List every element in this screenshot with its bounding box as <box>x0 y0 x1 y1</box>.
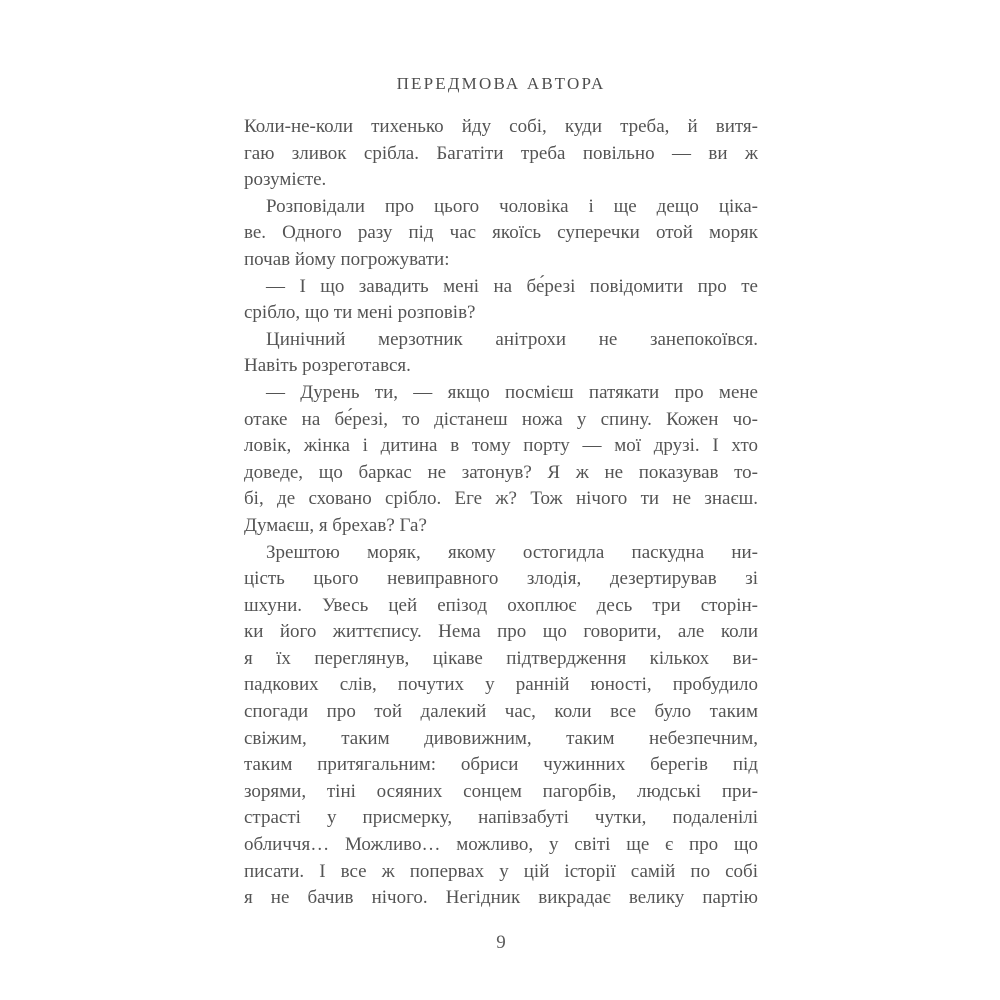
text-line: цість цього невиправного злодія, дезертирував зі <box>244 568 758 590</box>
text-line: отаке на бе́резі, то дістанеш ножа у спину. Кожен чо- <box>244 408 758 430</box>
text-line: свіжим, таким дивовижним, таким небезпечним, <box>244 727 758 749</box>
text-line: таким притягальним: обриси чужинних берегів під <box>244 754 758 776</box>
text-line: страсті у присмерку, напівзабуті чутки, подаленілі <box>244 807 758 829</box>
text-line: я їх переглянув, цікаве підтвердження кількох ви- <box>244 647 758 669</box>
text-line: Думаєш, я брехав? Га? <box>244 514 427 536</box>
text-line: обличчя… Можливо… можливо, у світі ще є про що <box>244 834 758 856</box>
text-line: почав йому погрожувати: <box>244 248 450 270</box>
text-line: гаю зливок срібла. Багатіти треба повільно — ви ж <box>244 142 758 164</box>
text-block <box>244 114 758 912</box>
text-line: ловік, жінка і дитина в тому порту — мої друзі. І хто <box>244 435 758 457</box>
text-line: падкових слів, почутих у ранній юності, пробудило <box>244 674 758 696</box>
text-line: спогади про той далекий час, коли все було таким <box>244 701 758 723</box>
text-line: Навіть розреготався. <box>244 355 411 377</box>
text-line: — І що завадить мені на бе́резі повідомити про те <box>266 275 758 297</box>
text-line: розумієте. <box>244 169 327 191</box>
text-line: Цинічний мерзотник анітрохи не занепокоївся. <box>266 328 758 350</box>
text-line: доведе, що баркас не затонув? Я ж не показував то- <box>244 461 758 483</box>
text-line: — Дурень ти, — якщо посмієш патякати про мене <box>266 381 758 403</box>
text-line: зорями, тіні осяяних сонцем пагорбів, людські при- <box>244 780 758 802</box>
page-number: 9 <box>496 932 506 953</box>
text-line: ве. Одного разу під час якоїсь суперечки отой моряк <box>244 222 758 244</box>
text-line: Зрештою моряк, якому остогидла паскудна ни- <box>266 541 758 563</box>
text-line: шхуни. Увесь цей епізод охоплює десь три сторін- <box>244 594 758 616</box>
text-line: Коли-не-коли тихенько йду собі, куди треба, й витя- <box>244 116 758 137</box>
text-line: бі, де сховано срібло. Еге ж? Тож нічого ти не знаєш. <box>244 488 758 510</box>
text-line: Розповідали про цього чоловіка і ще дещо ціка- <box>266 195 758 217</box>
text-line: я не бачив нічого. Негідник викрадає велику партію <box>244 887 758 909</box>
text-line: писати. І все ж попервах у цій історії самій по собі <box>244 860 758 882</box>
text-line: срібло, що ти мені розповів? <box>244 302 476 324</box>
chapter-title: ПЕРЕДМОВА АВТОРА <box>396 74 606 93</box>
text-line: ки його життєпису. Нема про що говорити, але коли <box>244 621 758 643</box>
